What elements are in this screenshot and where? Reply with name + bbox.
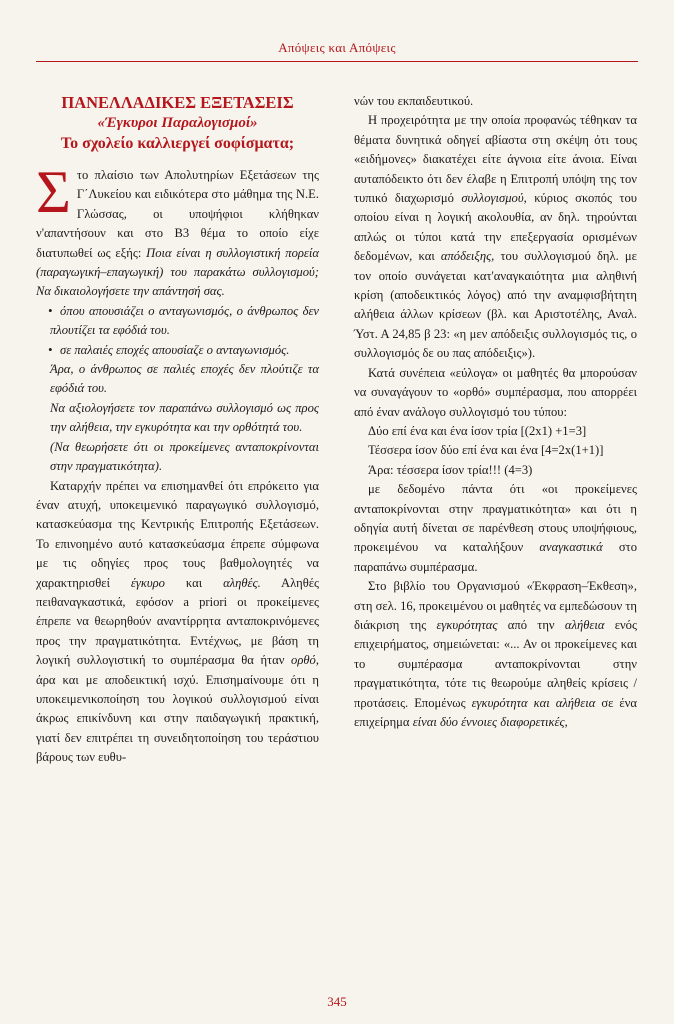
article-title (36, 92, 319, 154)
bullet-icon: • (48, 342, 53, 357)
title-line-2: «Έγκυροι Παραλογισμοί» (97, 115, 258, 131)
note-text: (Να θεωρήσετε ότι οι προκείμενες ανταποκρίνονται στην πραγματικότητα). (50, 439, 319, 474)
intro-text: το πλαίσιο των Απολυτηρίων Εξετάσεων της Γ΄Λυκείου και ειδικότερα στο μάθημα της Ν.Ε. Γλώσσας, οι υποψήφιοι κλήθηκαν ν'απαντήσουν και στο Β3 θέμα το οποίο είχε διατυπωθεί ως εξής: (36, 168, 319, 260)
paragraph-4: Κατά συνέπεια «εύλογα» οι μαθητές θα μπορούσαν να συναγάγουν το «ορθό» συμπέρασμα, που απορρέει από έναν ανάλογο συλλογισμό του τύπου: (354, 365, 637, 419)
title-line-1: ΠΑΝΕΛΛΑΔΙΚΕΣ ΕΞΕΤΑΣΕΙΣ (61, 93, 294, 112)
task-text: Να αξιολογήσετε τον παραπάνω συλλογισμό ως προς την αλήθεια, την εγκυρότητα και την ορθότητά του. (50, 400, 319, 435)
page-number: 345 (327, 994, 347, 1009)
premise-2: • σε παλαιές εποχές απουσίαζε ο ανταγωνισμός. (36, 341, 319, 360)
paragraph-6: Στο βιβλίο του Οργανισμού «Έκφραση–Έκθεση», στη σελ. 16, προκειμένου οι μαθητές να εμπεδώσουν τη διάκριση της εγκυρότητας από την αλήθεια ενός επιχειρήματος, σημειώνεται: «... Αν οι προκείμενες και το συμπέρασμα ανταποκρίνονται στην πραγματικότητα, τότε τις θεωρούμε αληθείς κρίσεις / προτάσεις. Επομένως εγκυρότητα και αλήθεια σε ένα επιχείρημα είναι δύο έννοιες διαφορετικές, (354, 579, 637, 729)
right-continuation: νών του εκπαιδευτικού. (354, 94, 474, 108)
equation-3: Άρα: τέσσερα ίσον τρία!!! (4=3) (368, 462, 533, 477)
drop-cap: Σ (36, 159, 71, 225)
conclusion-text: Άρα, ο άνθρωπος σε παλιές εποχές δεν πλούτιζε τα εφόδιά του. (50, 362, 319, 396)
intro-paragraph (36, 159, 319, 302)
equation-2: Τέσσερα ίσον δύο επί ένα και ένα [4=2x(1+1)] (368, 443, 604, 458)
equation-1: Δύο επί ένα και ένα ίσον τρία [(2x1) +1=3] (368, 423, 587, 438)
intro-question: Ποια είναι η συλλογιστική πορεία (παραγωγική–επαγωγική) του παρακάτω συλλογισμού; Να δικαιολογήσετε την απάντησή σας. (36, 245, 319, 299)
premise-1: • όπου απουσιάζει ο ανταγωνισμός, ο άνθρωπος δεν πλουτίζει τα εφόδιά του. (48, 303, 319, 338)
title-line-3: Το σχολείο καλλιεργεί σοφίσματα; (60, 135, 295, 152)
left-column (36, 92, 319, 768)
header-rule (36, 61, 638, 62)
paragraph-3: Η προχειρότητα με την οποία προφανώς τέθηκαν τα θέματα δυνητικά οδηγεί αβίαστα στη σκέψη ότι τους «ειδήμονες» διακατέχει είτε άγνοια είτε άνοια. Είναι αυταπόδεικτο ότι δεν έλαβε η Επιτροπή υπόψη της τον τυπικό διαχωρισμό συλλογισμού, κύριος σκοπός του οποίου είναι η λογική ακολουθία, αν δηλ. τηρούνται απλώς οι τύποι κατά την επεξεργασία ορισμένων δεδομένων, και απόδειξης, του συλλογισμού δηλ. με τον οποίο συνάγεται κατ'αναγκαιότητα μια αληθινή κρίση (αποδεικτικός λόγος) από την αναμφισβήτητη αλήθεια άλλων κρίσεων (βλ. και Αριστοτέλης, Αναλ. Ύστ. Α 24,85 β 23: «η μεν απόδειξις συλλογισμός τις, ο συλλογισμός δε ου πας απόδειξις»). (354, 113, 637, 361)
paragraph-2: Καταρχήν πρέπει να επισημανθεί ότι επρόκειτο για έναν ατυχή, υποκειμενικό παραγωγικό συλλογισμό, κατασκεύασμα της Κεντρικής Επιτροπής Εξετάσεων. Το επινοημένο αυτό κατασκεύασμα έπρεπε σύμφωνα με τις οδηγίες προς τους βαθμολογητές να χαρακτηρισθεί έγκυρο και αληθές. Αληθές πειθαναγκαστικά, εφόσον a priori οι προκείμενες έπρεπε να θεωρηθούν αναντίρρητα ανταποκρινόμενες προς την πραγματικότητα. Εντέχνως, με βάση τη λογική συλλογιστική το συμπέρασμα θα ήταν ορθό, άρα και με αποδεικτική ισχύ. Επισημαίνουμε ότι η υποκειμενικοποίηση του λογικού συλλογισμού είναι άκρως επικίνδυνη και στην παιδαγωγική πρακτική, γιατί δεν επιτρέπει τη συνειδητοποίηση του τεράστιου βάρους των ευθυ- (36, 478, 319, 765)
running-head: Απόψεις και Απόψεις (278, 40, 396, 55)
bullet-icon: • (48, 303, 53, 318)
right-column (354, 92, 637, 732)
paragraph-5: με δεδομένο πάντα ότι «οι προκείμενες ανταποκρίνονται στην πραγματικότητα» και ότι η οδηγία αυτή δίνεται σε παρένθεση στους υποψήφιους, προκειμένου να καταλήξουν αναγκαστικά στο παραπάνω συμπέρασμα. (354, 482, 637, 574)
